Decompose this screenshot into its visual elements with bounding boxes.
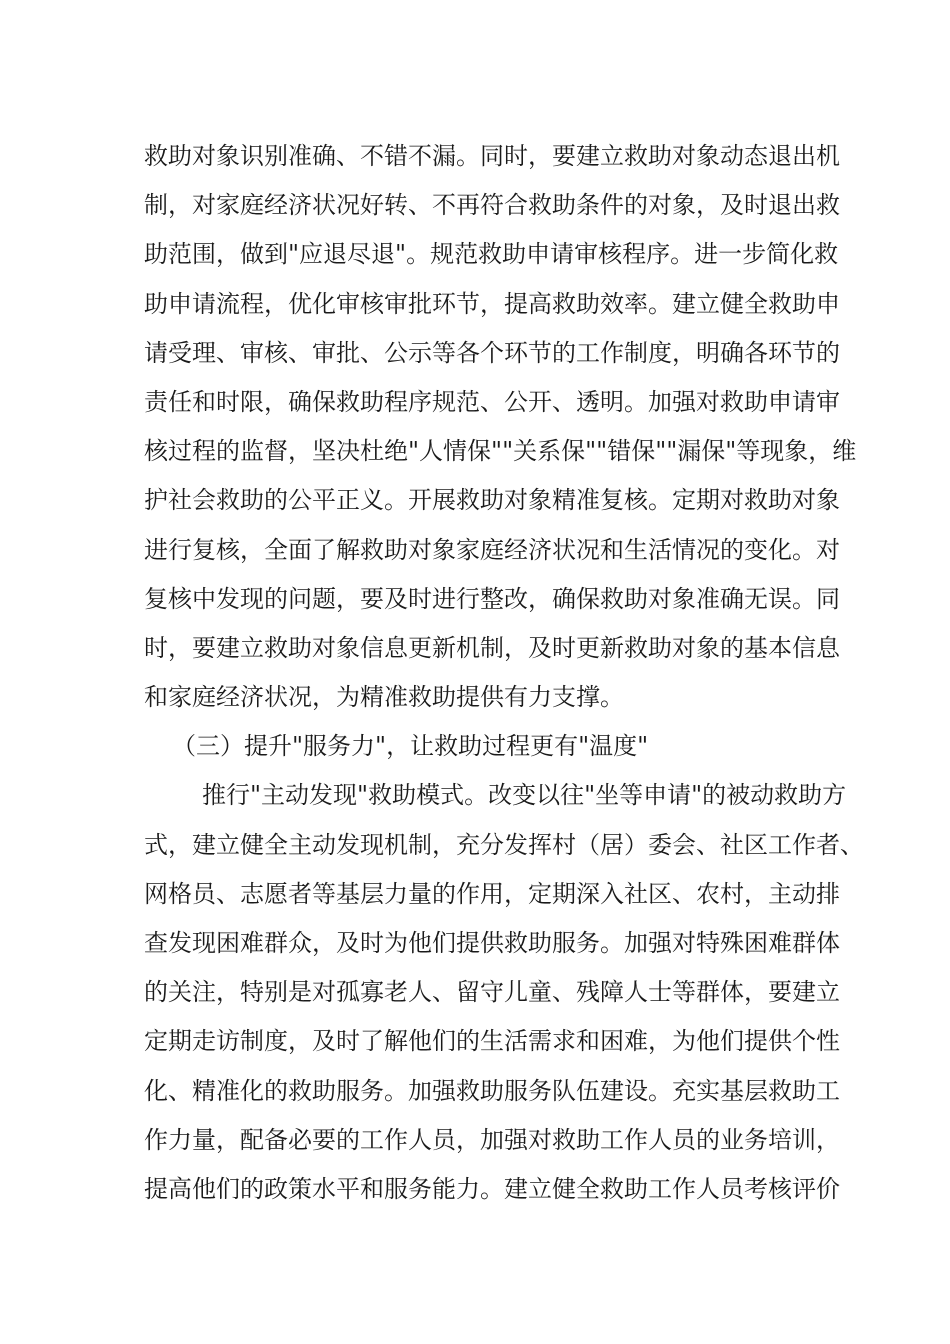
text-line: 网格员、志愿者等基层力量的作用，定期深入社区、农村，主动排 — [144, 879, 840, 908]
paragraph-2 — [144, 771, 864, 1214]
text-line: 核过程的监督，坚决杜绝"人情保""关系保""错保""漏保"等现象，维 — [144, 437, 857, 466]
text-line: 护社会救助的公平正义。开展救助对象精准复核。定期对救助对象 — [144, 486, 840, 515]
text-line: 式，建立健全主动发现机制，充分发挥村（居）委会、社区工作者、 — [144, 830, 864, 859]
text-line: 请受理、审核、审批、公示等各个环节的工作制度，明确各环节的 — [144, 338, 840, 367]
text-line: 责任和时限，确保救助程序规范、公开、透明。加强对救助申请审 — [144, 387, 840, 416]
text-line: 复核中发现的问题，要及时进行整改，确保救助对象准确无误。同 — [144, 584, 840, 613]
text-line: 提高他们的政策水平和服务能力。建立健全救助工作人员考核评价 — [144, 1174, 840, 1203]
text-line: 的关注，特别是对孤寡老人、留守儿童、残障人士等群体，要建立 — [144, 978, 840, 1007]
text-line: 时，要建立救助对象信息更新机制，及时更新救助对象的基本信息 — [144, 633, 840, 662]
section-heading: （三）提升"服务力"，让救助过程更有"温度" — [172, 732, 649, 761]
document-body — [144, 132, 864, 1214]
text-line: 制，对家庭经济状况好转、不再符合救助条件的对象，及时退出救 — [144, 191, 840, 220]
text-line: 助范围，做到"应退尽退"。规范救助申请审核程序。进一步简化救 — [144, 240, 839, 269]
text-line: 进行复核，全面了解救助对象家庭经济状况和生活情况的变化。对 — [144, 535, 840, 564]
text-line: 作力量，配备必要的工作人员，加强对救助工作人员的业务培训， — [144, 1125, 840, 1154]
paragraph-1 — [144, 132, 857, 722]
text-line: 推行"主动发现"救助模式。改变以往"坐等申请"的被动救助方 — [202, 781, 847, 810]
text-line: 查发现困难群众，及时为他们提供救助服务。加强对特殊困难群体 — [144, 929, 840, 957]
text-line: 定期走访制度，及时了解他们的生活需求和困难，为他们提供个性 — [144, 1027, 840, 1056]
text-line: 和家庭经济状况，为精准救助提供有力支撑。 — [144, 683, 624, 712]
text-line: 化、精准化的救助服务。加强救助服务队伍建设。充实基层救助工 — [144, 1076, 840, 1105]
text-line: 救助对象识别准确、不错不漏。同时，要建立救助对象动态退出机 — [144, 142, 840, 170]
text-line: 助申请流程，优化审核审批环节，提高救助效率。建立健全救助申 — [144, 289, 840, 318]
